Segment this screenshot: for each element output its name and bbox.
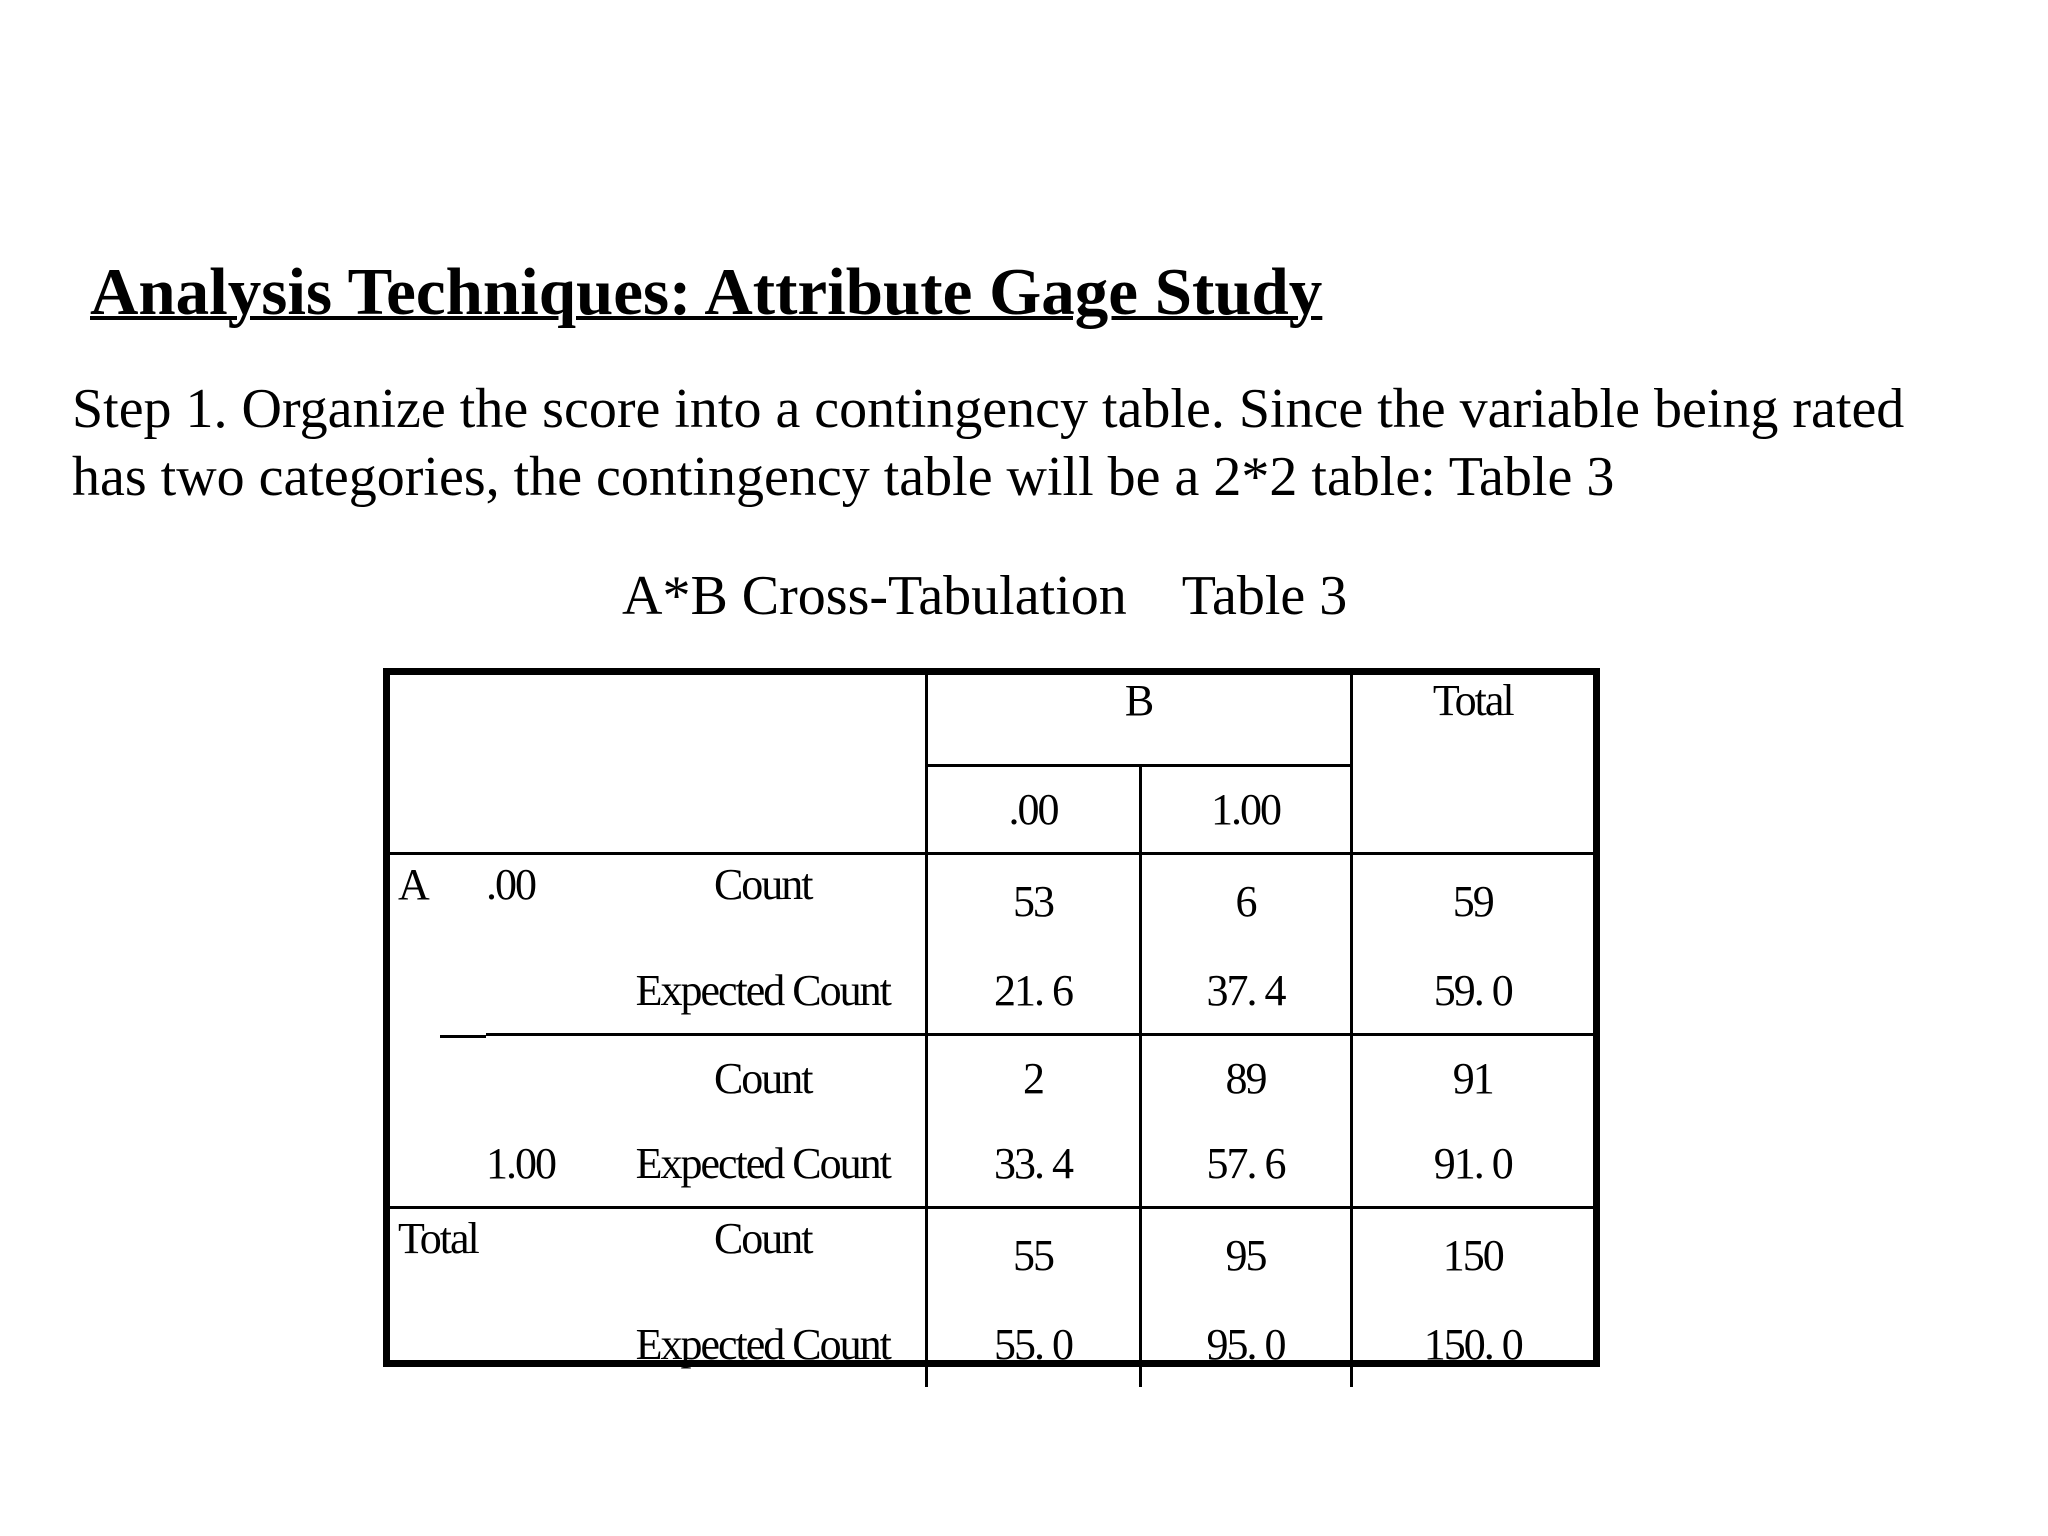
stat-label-count: Count <box>601 1208 926 1303</box>
table-row <box>390 854 1593 949</box>
cell-value: 89 <box>1140 1035 1351 1122</box>
table-row <box>390 1121 1593 1208</box>
table-row <box>390 1035 1593 1122</box>
crosstab-table <box>390 675 1593 1387</box>
cell-total: 91 <box>1351 1035 1593 1122</box>
col-group-header: B <box>926 675 1351 766</box>
cell-total: 150 <box>1351 1208 1593 1303</box>
table-row <box>390 948 1593 1035</box>
intro-paragraph: Step 1. Organize the score into a contingency table. Since the variable being rated has two categories, the contingency table will be a 2*2 table: Table 3 <box>72 378 1905 508</box>
slide-title: Analysis Techniques: Attribute Gage Study <box>90 255 1323 329</box>
cell-value: 21. 6 <box>926 948 1140 1035</box>
cell-value: 95 <box>1140 1208 1351 1303</box>
header-corner-cell <box>390 675 926 854</box>
cell-value: 95. 0 <box>1140 1302 1351 1387</box>
crosstab-frame <box>383 668 1600 1367</box>
total-row-label: Total <box>390 1208 601 1303</box>
table-row <box>390 1208 1593 1303</box>
row-category-label: 1.00 <box>486 1138 555 1188</box>
col-header-cat-0: .00 <box>926 766 1140 854</box>
cell-value: 33. 4 <box>926 1121 1140 1208</box>
cell-value: 57. 6 <box>1140 1121 1351 1208</box>
cell-total: 59. 0 <box>1351 948 1593 1035</box>
table-row <box>390 1302 1593 1387</box>
cell-value: 55. 0 <box>926 1302 1140 1387</box>
cell-total: 59 <box>1351 854 1593 949</box>
stat-label-count: Count <box>601 1035 926 1122</box>
row-category-label: .00 <box>486 854 601 949</box>
stat-label-expected: Expected Count <box>635 1319 890 1369</box>
cell-total: 91. 0 <box>1351 1121 1593 1208</box>
cell-value: 55 <box>926 1208 1140 1303</box>
col-header-cat-1: 1.00 <box>1140 766 1351 854</box>
cell-value: 37. 4 <box>1140 948 1351 1035</box>
stat-label-expected: Expected Count <box>635 1138 890 1188</box>
stat-label-count: Count <box>601 854 926 949</box>
row-variable-label: A <box>390 854 486 949</box>
col-header-total: Total <box>1351 675 1593 854</box>
cell-value: 53 <box>926 854 1140 949</box>
header-row-1 <box>390 675 1593 766</box>
cell-total: 150. 0 <box>1351 1302 1593 1387</box>
table-caption: A*B Cross-Tabulation Table 3 <box>622 565 1348 627</box>
cell-value: 2 <box>926 1035 1140 1122</box>
cell-value: 6 <box>1140 854 1351 949</box>
stat-label-expected: Expected Count <box>635 965 890 1015</box>
